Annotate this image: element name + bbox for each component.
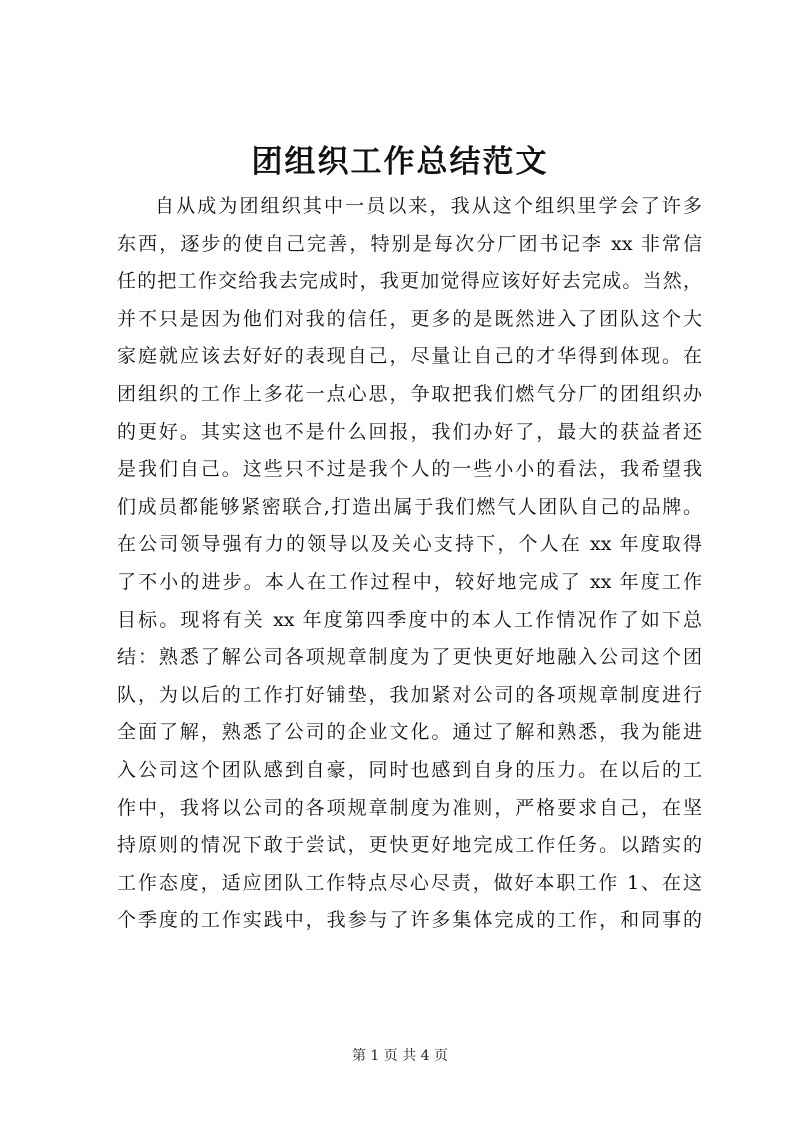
body-line: 目标。现将有关 xx 年度第四季度中的本人工作情况作了如下总 bbox=[117, 608, 702, 631]
body-line: 并不只是因为他们对我的信任，更多的是既然进入了团队这个大 bbox=[117, 307, 702, 330]
body-line: 持原则的情况下敢于尝试，更快更好地完成工作任务。以踏实的 bbox=[117, 834, 702, 857]
body-line: 团组织的工作上多花一点心思，争取把我们燃气分厂的团组织办 bbox=[117, 382, 702, 405]
body-line: 的更好。其实这也不是什么回报，我们办好了，最大的获益者还 bbox=[117, 420, 702, 443]
body-line: 们成员都能够紧密联合,打造出属于我们燃气人团队自己的品牌。 bbox=[117, 495, 702, 518]
document-body bbox=[117, 188, 702, 940]
body-line: 是我们自己。这些只不过是我个人的一些小小的看法，我希望我 bbox=[117, 458, 702, 481]
body-line: 全面了解，熟悉了公司的企业文化。通过了解和熟悉，我为能进 bbox=[117, 721, 702, 744]
body-line: 工作态度，适应团队工作特点尽心尽责，做好本职工作 1、在这 bbox=[117, 871, 702, 894]
body-line: 个季度的工作实践中，我参与了许多集体完成的工作，和同事的 bbox=[117, 909, 702, 932]
body-line: 作中，我将以公司的各项规章制度为准则，严格要求自己，在坚 bbox=[117, 796, 702, 819]
body-line: 东西，逐步的使自己完善，特别是每次分厂团书记李 xx 非常信 bbox=[117, 232, 702, 255]
body-line: 在公司领导强有力的领导以及关心支持下，个人在 xx 年度取得 bbox=[117, 533, 702, 556]
body-line: 了不小的进步。本人在工作过程中，较好地完成了 xx 年度工作 bbox=[117, 570, 702, 593]
page-footer: 第 1 页 共 4 页 bbox=[351, 1048, 449, 1064]
body-line: 队，为以后的工作打好铺垫，我加紧对公司的各项规章制度进行 bbox=[117, 683, 702, 706]
body-line: 自从成为团组织其中一员以来，我从这个组织里学会了许多 bbox=[155, 195, 702, 217]
body-line: 结：熟悉了解公司各项规章制度为了更快更好地融入公司这个团 bbox=[117, 646, 702, 669]
body-line: 家庭就应该去好好的表现自己，尽量让自己的才华得到体现。在 bbox=[117, 345, 702, 368]
body-line: 入公司这个团队感到自豪，同时也感到自身的压力。在以后的工 bbox=[117, 758, 702, 781]
body-line: 任的把工作交给我去完成时，我更加觉得应该好好去完成。当然， bbox=[117, 270, 702, 293]
document-title: 团组织工作总结范文 bbox=[251, 144, 549, 180]
